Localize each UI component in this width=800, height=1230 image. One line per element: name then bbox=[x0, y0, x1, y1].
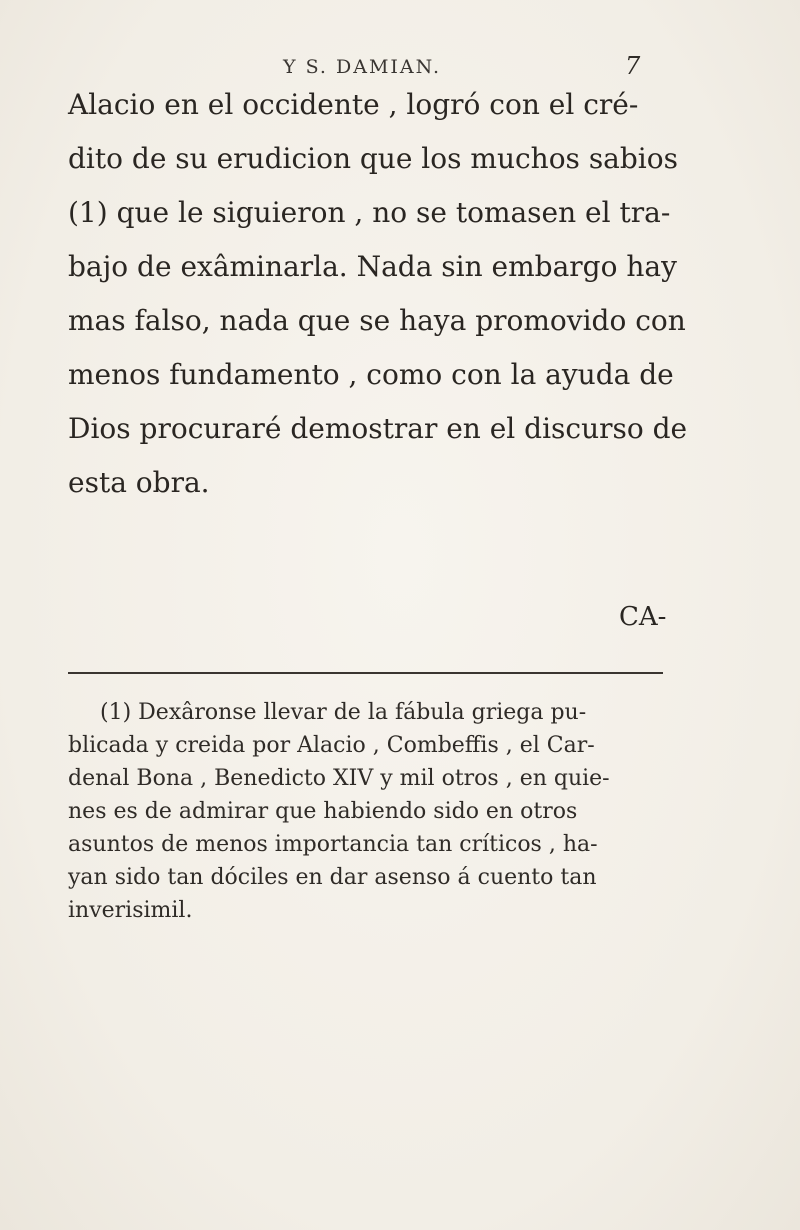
text-line: menos fundamento , como con la ayuda de bbox=[68, 358, 674, 391]
page-number: 7 bbox=[625, 52, 641, 80]
footnote-line: asuntos de menos importancia tan críticos , ha- bbox=[68, 832, 598, 857]
footnote-line: inverisimil. bbox=[68, 898, 193, 923]
text-line: esta obra. bbox=[68, 466, 210, 499]
footnote-line: nes es de admirar que habiendo sido en otros bbox=[68, 799, 578, 824]
text-line: Dios procuraré demostrar en el discurso de bbox=[68, 412, 688, 445]
text-line: mas falso, nada que se haya promovido con bbox=[68, 304, 686, 337]
catchword: CA- bbox=[619, 602, 667, 632]
text-line: Alacio en el occidente , logró con el cré- bbox=[68, 88, 639, 121]
text-line: (1) que le siguieron , no se tomasen el tra- bbox=[68, 196, 671, 229]
footnote-line: (1) Dexâronse llevar de la fábula griega pu- bbox=[100, 700, 587, 725]
footnote-line: yan sido tan dóciles en dar asenso á cuento tan bbox=[68, 865, 597, 890]
text-line: bajo de exâminarla. Nada sin embargo hay bbox=[68, 250, 677, 283]
footnote bbox=[68, 696, 668, 927]
footnote-rule bbox=[68, 672, 663, 674]
text-line: dito de su erudicion que los muchos sabios bbox=[68, 142, 678, 175]
footnote-line: blicada y creida por Alacio , Combeffis , el Car- bbox=[68, 733, 595, 758]
running-head: Y S. DAMIAN. bbox=[283, 56, 442, 78]
main-text bbox=[68, 78, 688, 510]
footnote-line: denal Bona , Benedicto XIV y mil otros , en quie- bbox=[68, 766, 610, 791]
